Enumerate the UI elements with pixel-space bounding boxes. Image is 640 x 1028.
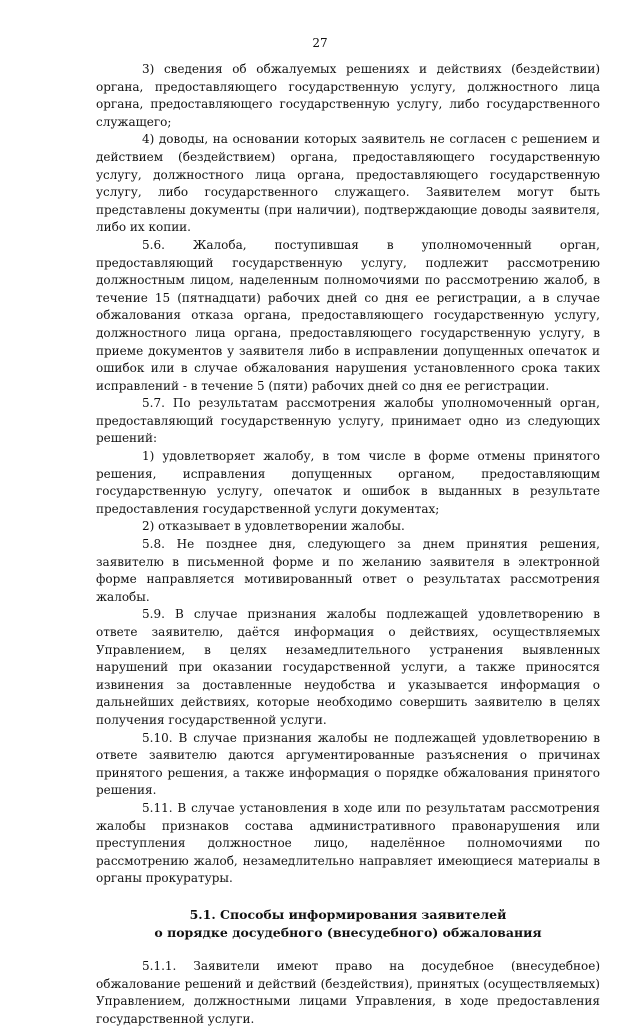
paragraph-5-10: 5.10. В случае признания жалобы не подлежащей удовлетворению в ответе заявителю даются аргументированные разъяснения о причинах принятого решения, а также информация о порядке обжалования принятого решения.	[96, 730, 600, 798]
section-title	[96, 906, 600, 942]
page-number: 27	[312, 36, 328, 50]
paragraph-4-arguments: 4) доводы, на основании которых заявитель не согласен с решением и действием (бездействием) органа, предоставляющего государственную услугу, должностного лица органа, предоставляющего государственную услугу, либо государственного служащего. Заявителем могут быть представлены документы (при наличии), подтверждающие доводы заявителя, либо их копии.	[96, 132, 600, 235]
paragraph-decision-2: 2) отказывает в удовлетворении жалобы.	[142, 519, 405, 534]
paragraph-3-appeal-details: 3) сведения об обжалуемых решениях и действиях (бездействии) органа, предоставляющего государственную услугу, должностного лица органа, предоставляющего государственную услугу, либо государственного служащего;	[96, 62, 600, 129]
section-title-line-1: 5.1. Способы информирования заявителей	[189, 906, 507, 922]
section-title-line-2: о порядке досудебного (внесудебного) обжалования	[154, 924, 542, 940]
paragraph-decision-1: 1) удовлетворяет жалобу, в том числе в форме отмены принятого решения, исправления допущенных органом, предоставляющим государственную услугу, опечаток и ошибок в выданных в результате предоставления государственной услуги документах;	[96, 449, 600, 516]
paragraph-5-11: 5.11. В случае установления в ходе или по результатам рассмотрения жалобы признаков состава административного правонарушения или преступления должностное лицо, наделённое полномочиями по рассмотрению жалоб, незамедлительно направляет имеющиеся материалы в органы прокуратуры.	[96, 800, 600, 886]
paragraph-5-6: 5.6. Жалоба, поступившая в уполномоченный орган, предоставляющий государственную услугу, подлежит рассмотрению должностным лицом, наделенным полномочиями по рассмотрению жалоб, в течение 15 (пятнадцати) рабочих дней со дня ее регистрации, а в случае обжалования отказа органа, предоставляющего государственную услугу, должностного лица органа, предоставляющего государственную услугу, в приеме документов у заявителя либо в исправлении допущенных опечаток и ошибок или в случае обжалования нарушения установленного срока таких исправлений - в течение 5 (пяти) рабочих дней со дня ее регистрации.	[96, 237, 600, 393]
paragraph-5-7: 5.7. По результатам рассмотрения жалобы уполномоченный орган, предоставляющий государственную услугу, принимает одно из следующих решений:	[96, 396, 600, 446]
paragraph-5-8: 5.8. Не позднее дня, следующего за днем принятия решения, заявителю в письменной форме и по желанию заявителя в электронной форме направляется мотивированный ответ о результатах рассмотрения жалобы.	[96, 537, 600, 604]
document-body	[96, 61, 600, 1028]
paragraph-5-1-1: 5.1.1. Заявители имеют право на досудебное (внесудебное) обжалование решений и действий (бездействия), принятых (осуществляемых) Управлением, должностными лицами Управления, в ходе предоставления государственной услуги.	[96, 958, 600, 1026]
section-spacer	[96, 942, 600, 958]
paragraph-5-9: 5.9. В случае признания жалобы подлежащей удовлетворению в ответе заявителю, даётся информация о действиях, осуществляемых Управлением, в целях незамедлительного устранения выявленных нарушений при оказании государственной услуги, а также приносятся извинения за доставленные неудобства и указывается информация о дальнейших действиях, которые необходимо совершить заявителю в целях получения государственной услуги.	[96, 607, 600, 727]
